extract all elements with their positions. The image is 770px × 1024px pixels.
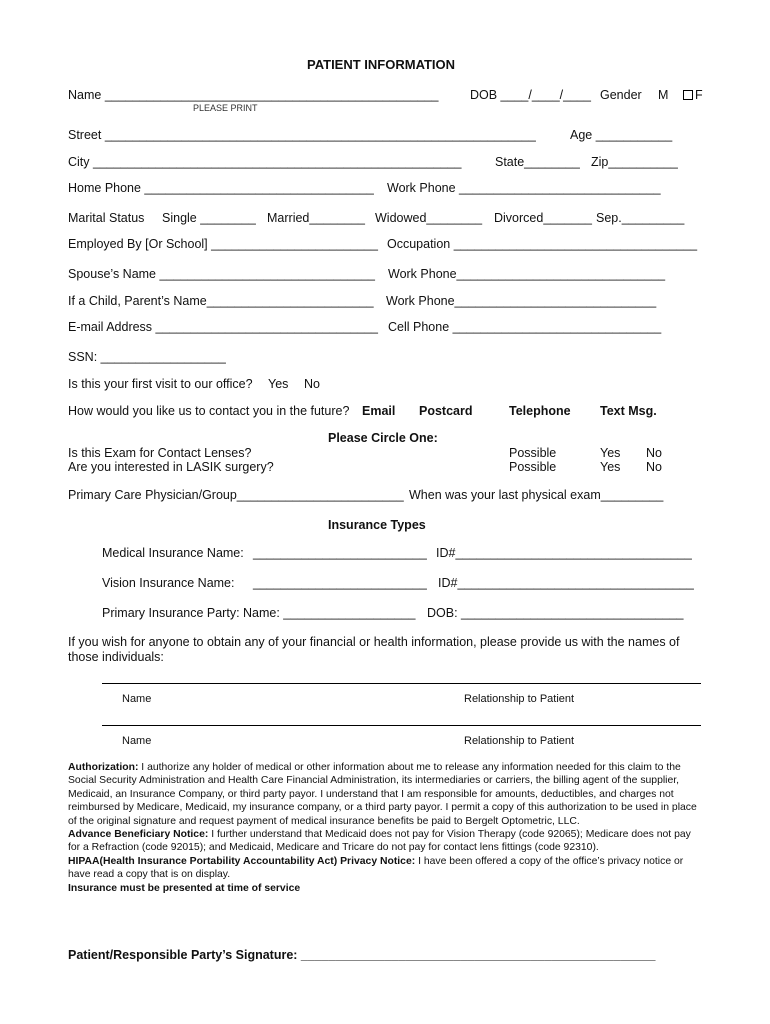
last-physical-exam-field[interactable]: When was your last physical exam_________ [409,488,664,502]
contact-lens-question: Is this Exam for Contact Lenses? [68,446,252,460]
please-print-hint: PLEASE PRINT [193,103,258,113]
home-phone-field[interactable]: Home Phone _________________________________ [68,181,374,195]
occupation-field[interactable]: Occupation ___________________________________ [387,237,698,251]
medical-insurance-id-field[interactable]: ID#__________________________________ [436,546,692,560]
marital-married-field[interactable]: Married________ [267,211,365,225]
contact-postcard-option[interactable]: Postcard [419,404,473,418]
name-field[interactable]: Name ________________________________________________ [68,88,439,102]
spouse-name-field[interactable]: Spouse’s Name _______________________________ [68,267,375,281]
release-entry-line-2[interactable] [102,725,701,726]
authorization-heading: Authorization: [68,762,139,773]
dob-field[interactable]: DOB ____/____/____ [470,88,591,102]
release-name-label-2: Name [122,735,152,747]
zip-field[interactable]: Zip__________ [591,155,678,169]
contact-preference-question: How would you like us to contact you in the future? [68,404,350,418]
hipaa-notice-text: I have been offered a copy of the office’s privacy notice or have read a copy that is on display. [68,855,684,881]
insurance-presented-notice: Insurance must be presented at time of service [68,882,301,894]
marital-widowed-field[interactable]: Widowed________ [375,211,483,225]
first-visit-yes-option[interactable]: Yes [268,377,289,391]
parent-work-phone-field[interactable]: Work Phone_____________________________ [386,294,657,308]
parent-name-field[interactable]: If a Child, Parent’s Name________________________ [68,294,374,308]
employed-by-field[interactable]: Employed By [Or School] ________________________ [68,237,378,251]
age-field[interactable]: Age ___________ [570,128,673,142]
contact-lens-no-option[interactable]: No [646,446,662,460]
vision-insurance-name-field[interactable]: _________________________ [253,576,427,590]
form-title: PATIENT INFORMATION [307,57,456,72]
marital-sep-field[interactable]: Sep._________ [596,211,685,225]
contact-lens-yes-option[interactable]: Yes [600,446,621,460]
cell-phone-field[interactable]: Cell Phone ______________________________ [388,320,662,334]
contact-email-option[interactable]: Email [362,404,396,418]
hipaa-notice-paragraph [68,855,704,882]
lasik-yes-option[interactable]: Yes [600,460,621,474]
city-field[interactable]: City _____________________________________________________ [68,155,462,169]
gender-label: Gender [600,88,642,102]
marital-single-field[interactable]: Single ________ [162,211,256,225]
primary-insurance-dob-field[interactable]: DOB: ________________________________ [427,606,684,620]
email-field[interactable]: E-mail Address ________________________________ [68,320,378,334]
ssn-field[interactable]: SSN: __________________ [68,350,226,364]
release-name-label-1: Name [122,693,152,705]
release-relationship-label-1: Relationship to Patient [464,693,575,705]
first-visit-question: Is this your first visit to our office? [68,377,253,391]
signature-field[interactable]: Patient/Responsible Party’s Signature: ___________________________________________________ [68,948,656,962]
authorization-paragraph [68,761,704,828]
release-instructions-line-2: those individuals: [68,650,164,664]
release-entry-line-1[interactable] [102,683,701,684]
insurance-types-heading: Insurance Types [328,518,426,532]
gender-m-option[interactable]: M [658,88,669,102]
street-field[interactable]: Street ______________________________________________________________ [68,128,536,142]
release-relationship-label-2: Relationship to Patient [464,735,575,747]
lasik-possible-option[interactable]: Possible [509,460,557,474]
please-circle-one-heading: Please Circle One: [328,431,438,445]
authorization-text: I authorize any holder of medical or other information about me to release any information needed for this claim to the Social Security Administration and Health Care Financial Administration, its intermediaries or carriers, the billing agent of the supplier, Medicaid, an Insurance Company, or third party payor. I understand that I am responsible for amounts, deductibles, and charges not reimbursed by Medicare, Medicaid, my insurance company, or a third party payor. I permit a copy of this authorization to be used in place of the original signature and request payment of medical insurance benefits be paid to Bergelt Optometric, LLC. [68,762,697,827]
work-phone-field[interactable]: Work Phone _____________________________ [387,181,661,195]
state-field[interactable]: State________ [495,155,580,169]
contact-text-option[interactable]: Text Msg. [600,404,657,418]
primary-physician-field[interactable]: Primary Care Physician/Group________________________ [68,488,404,502]
release-instructions-line-1: If you wish for anyone to obtain any of your financial or health information, please provide us with the names of [68,635,680,649]
gender-f-label: F [695,88,703,102]
gender-f-option[interactable] [683,88,703,103]
medical-insurance-label: Medical Insurance Name: [102,546,244,560]
marital-status-label: Marital Status [68,211,145,225]
spouse-work-phone-field[interactable]: Work Phone______________________________ [388,267,666,281]
hipaa-notice-heading: HIPAA(Health Insurance Portability Accountability Act) Privacy Notice: [68,855,416,867]
legal-notices [68,761,704,895]
lasik-no-option[interactable]: No [646,460,662,474]
advance-beneficiary-notice-heading: Advance Beneficiary Notice: [68,829,209,841]
advance-beneficiary-notice-text: I further understand that Medicaid does not pay for Vision Therapy (code 92065); Medicare does not pay for a Refraction (code 92015); and Medicaid, Medicare and Tricare do not pay for contact lens fittings (code 92310). [68,829,691,854]
primary-insurance-party-field[interactable]: Primary Insurance Party: Name: ___________________ [102,606,416,620]
marital-divorced-field[interactable]: Divorced_______ [494,211,592,225]
lasik-question: Are you interested in LASIK surgery? [68,460,274,474]
first-visit-no-option[interactable]: No [304,377,320,391]
contact-lens-possible-option[interactable]: Possible [509,446,557,460]
advance-beneficiary-notice-paragraph [68,828,704,855]
vision-insurance-id-field[interactable]: ID#__________________________________ [438,576,694,590]
medical-insurance-name-field[interactable]: _________________________ [253,546,427,560]
vision-insurance-label: Vision Insurance Name: [102,576,235,590]
contact-telephone-option[interactable]: Telephone [509,404,571,418]
gender-f-checkbox-icon[interactable] [683,90,693,100]
